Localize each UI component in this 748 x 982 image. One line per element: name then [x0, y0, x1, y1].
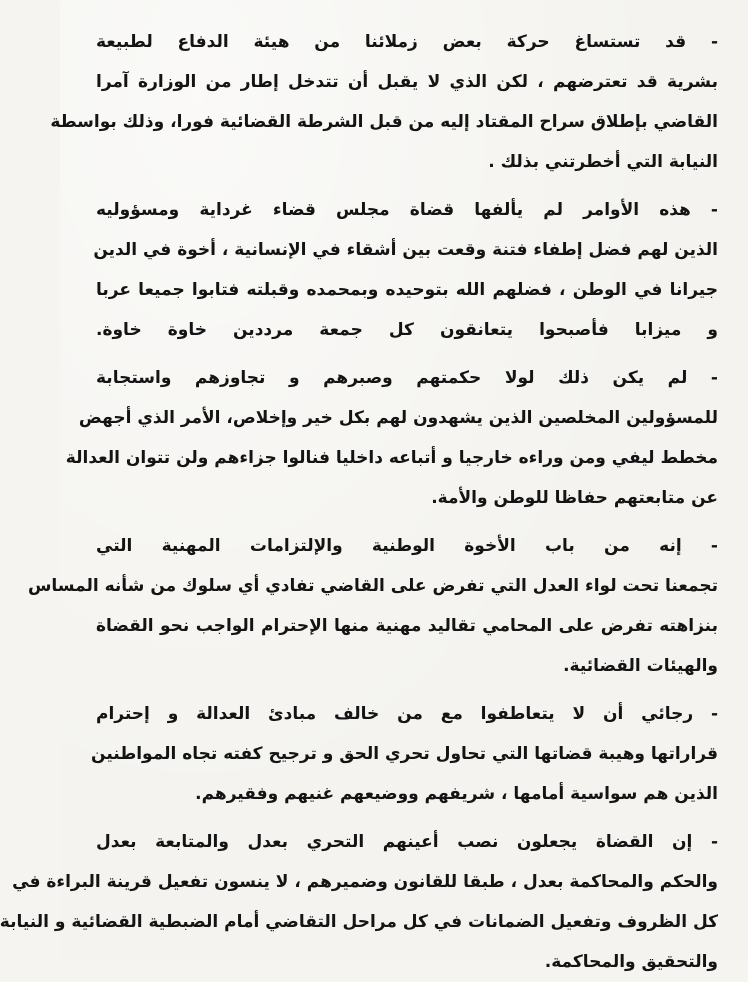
paragraph-3 [65, 358, 718, 518]
paragraph-5-line-3: الذين هم سواسية أمامها ، شريفهم ووضيعهم غنيهم وفقيرهم. [195, 784, 718, 804]
paragraph-2-line-2: الذين لهم فضل إطفاء فتنة وقعت بين أشقاء في الإنسانية ، أخوة في الدين [93, 240, 718, 260]
paragraph-1-line-4: النيابة التي أخطرتني بذلك . [488, 152, 718, 172]
paragraph-3-line-2: للمسؤولين المخلصين الذين يشهدون لهم بكل خير وإخلاص، الأمر الذي أجهض [78, 408, 718, 428]
paragraph-6-line-4: والتحقيق والمحاكمة. [544, 952, 718, 972]
paragraph-2-line-1: - هذه الأوامر لم يألفها قضاة مجلس قضاء غرداية ومسؤوليه [96, 200, 718, 220]
paragraph-4-line-1: - إنه من باب الأخوة الوطنية والإلتزامات المهنية التي [96, 536, 718, 556]
paragraph-3-line-3: مخطط ليفي ومن وراءه خارجيا و أتباعه داخليا فنالوا جزاءهم ولن تتوان العدالة [65, 448, 718, 468]
paragraph-6-line-1: - إن القضاة يجعلون نصب أعينهم التحري بعدل والمتابعة بعدل [96, 832, 718, 852]
paragraph-5-line-2: قراراتها وهيبة قضاتها التي تحاول تحري الحق و ترجيح كفته تجاه المواطنين [91, 744, 718, 764]
paragraph-2-line-4: و ميزابا فأصبحوا يتعانقون كل جمعة مرددين خاوة خاوة. [96, 320, 718, 340]
paragraph-1 [50, 22, 718, 182]
paragraph-6-line-2: والحكم والمحاكمة بعدل ، طبقا للقانون وضميرهم ، لا ينسون تفعيل قرينة البراءة في [12, 872, 718, 892]
paragraph-4-line-3: بنزاهته تفرض على المحامي تقاليد مهنية منها الإحترام الواجب نحو القضاة [96, 616, 718, 636]
paragraph-1-line-3: القاضي بإطلاق سراح المقتاد إليه من قبل الشرطة القضائية فورا، وذلك بواسطة [50, 112, 718, 132]
paragraph-5-line-1: - رجائي أن لا يتعاطفوا مع من خالف مبادئ العدالة و إحترام [96, 704, 718, 724]
paragraph-4 [27, 526, 718, 686]
paragraph-3-line-1: - لم يكن ذلك لولا حكمتهم وصبرهم و تجاوزهم واستجابة [96, 368, 718, 388]
paragraph-1-line-1: - قد تستساغ حركة بعض زملائنا من هيئة الدفاع لطبيعة [96, 32, 718, 52]
paragraph-2-line-3: جيرانا في الوطن ، فضلهم الله بتوحيده وبمحمده وقبلته فتابوا جميعا عربا [96, 280, 718, 300]
paragraph-2 [93, 190, 718, 350]
paragraph-6 [0, 822, 718, 982]
paragraph-3-line-4: عن متابعتهم حفاظا للوطن والأمة. [431, 488, 718, 508]
paragraph-4-line-2: تجمعنا تحت لواء العدل التي تفرض على القاضي تفادي أي سلوك من شأنه المساس [27, 576, 718, 596]
paragraph-4-line-4: والهيئات القضائية. [563, 656, 718, 676]
paragraph-6-line-3: كل الظروف وتفعيل الضمانات في كل مراحل التقاضي أمام الضبطية القضائية و النيابة [0, 912, 718, 932]
paragraph-5 [91, 694, 718, 814]
paragraph-1-line-2: بشرية قد تعترضهم ، لكن الذي لا يقبل أن تتدخل إطار من الوزارة آمرا [96, 72, 718, 92]
